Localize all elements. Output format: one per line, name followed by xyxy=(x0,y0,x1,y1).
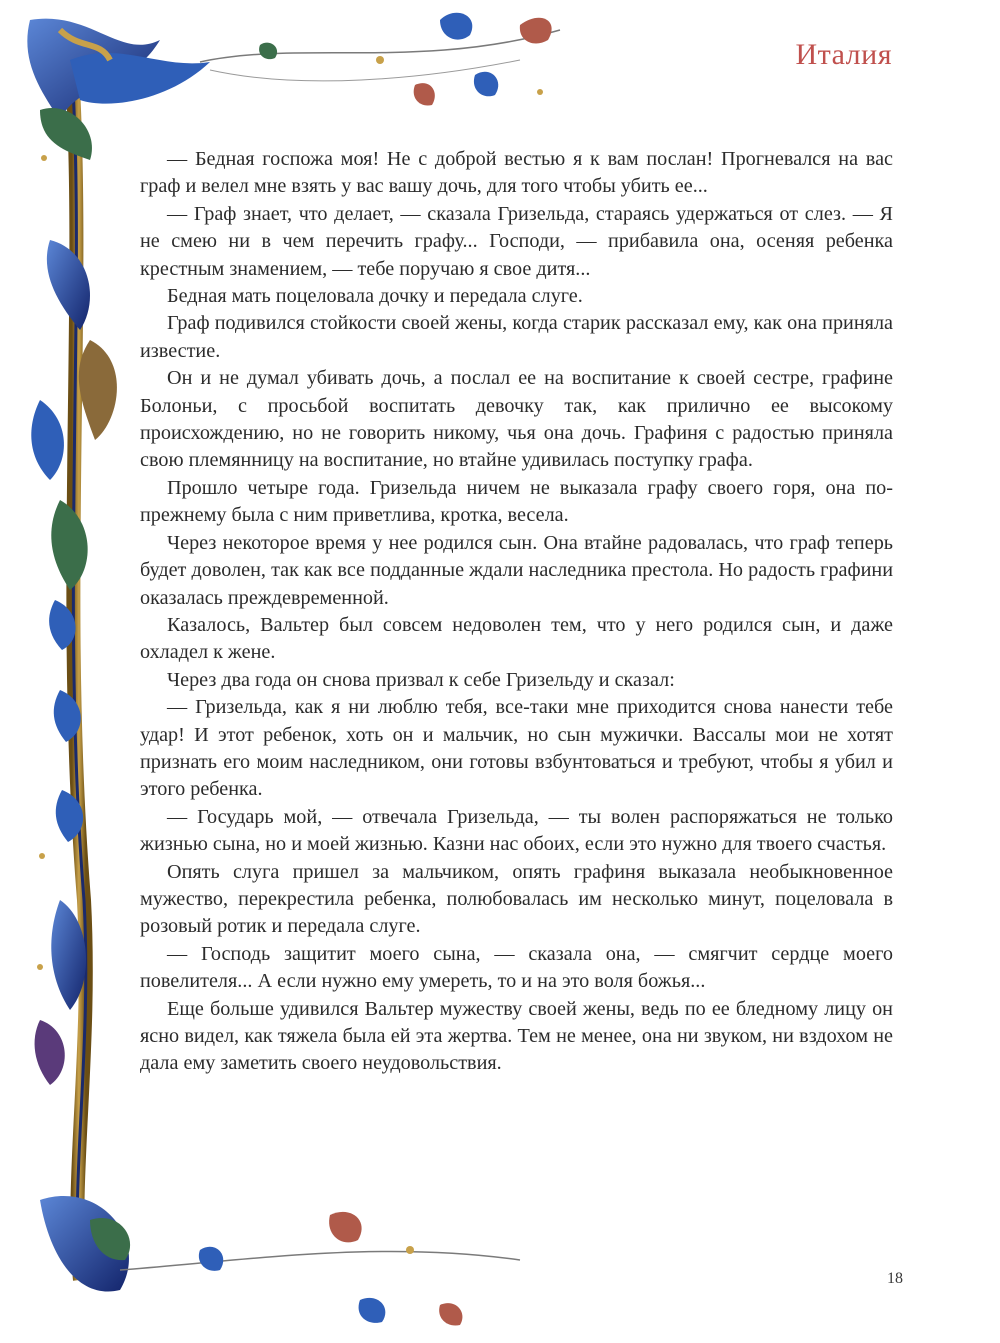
paragraph: — Господь защитит моего сына, — сказала она, — смягчит сердце моего повелителя... А если нужно ему умереть, то и на это воля божья... xyxy=(140,942,893,993)
paragraph: Он и не думал убивать дочь, а послал ее на воспитание к своей сестре, графине Болоньи, с просьбой воспитать девочку так, как прилично ее высокому происхождению, но не говорить никому, чья она дочь. Графиня с радостью приняла свою племянницу на воспитание, но втайне удивилась поступку графа. xyxy=(140,367,893,472)
running-head-title: Италия xyxy=(795,38,892,71)
paragraph: Бедная мать поцеловала дочку и передала слуге. xyxy=(167,285,583,308)
page-number: 18 xyxy=(887,1270,903,1287)
paragraph: Опять слуга пришел за мальчиком, опять графиня выказала необыкновенное мужество, перекрестила ребенка, полюбовалась им несколько минут, поцеловала в розовый ротик и передала слуге. xyxy=(140,860,893,938)
story-text xyxy=(140,146,893,1078)
paragraph: — Бедная госпожа моя! Не с доброй вестью я к вам послан! Прогневался на вас граф и велел мне взять у вас вашу дочь, для того чтобы убить ее... xyxy=(140,148,893,198)
paragraph: Через некоторое время у нее родился сын. Она втайне радовалась, что граф теперь будет доволен, так как все подданные ждали наследника престола. Но радость графини оказалась преждевременной. xyxy=(140,531,893,609)
paragraph: Еще больше удивился Вальтер мужеству своей жены, ведь по ее бледному лицу он ясно видел, как тяжела была ей эта жертва. Тем не менее, она ни звуком, ни вздохом не дала ему заметить своего неудовольствия. xyxy=(140,997,893,1075)
paragraph: Граф подивился стойкости своей жены, когда старик рассказал ему, как она приняла известие. xyxy=(140,312,893,362)
paragraph: — Гризельда, как я ни люблю тебя, все-таки мне приходится снова нанести тебе удар! И этот ребенок, хоть он и мальчик, но сын мужички. Вассалы мои не хотят признать его моим наследником, они готовы взбунтоваться и требуют, чтобы я убил и этого ребенка. xyxy=(140,696,893,801)
paragraph: — Государь мой, — отвечала Гризельда, — ты волен распоряжаться не только жизнью сына, но и моей жизнью. Казни нас обоих, если это нужно для твоего счастья. xyxy=(140,805,893,856)
paragraph: Через два года он снова призвал к себе Гризельду и сказал: xyxy=(167,668,675,691)
paragraph: — Граф знает, что делает, — сказала Гризельда, стараясь удержаться от слез. — Я не смею ни в чем перечить графу... Господи, — прибавила она, осеняя ребенка крестным знамением, — тебе поручаю я свое дитя... xyxy=(140,202,893,280)
paragraph: Прошло четыре года. Гризельда ничем не выказала графу своего горя, она по-прежнему была с ним приветлива, кротка, весела. xyxy=(140,476,893,527)
paragraph: Казалось, Вальтер был совсем недоволен тем, что у него родился сын, и даже охладел к жене. xyxy=(140,613,893,664)
